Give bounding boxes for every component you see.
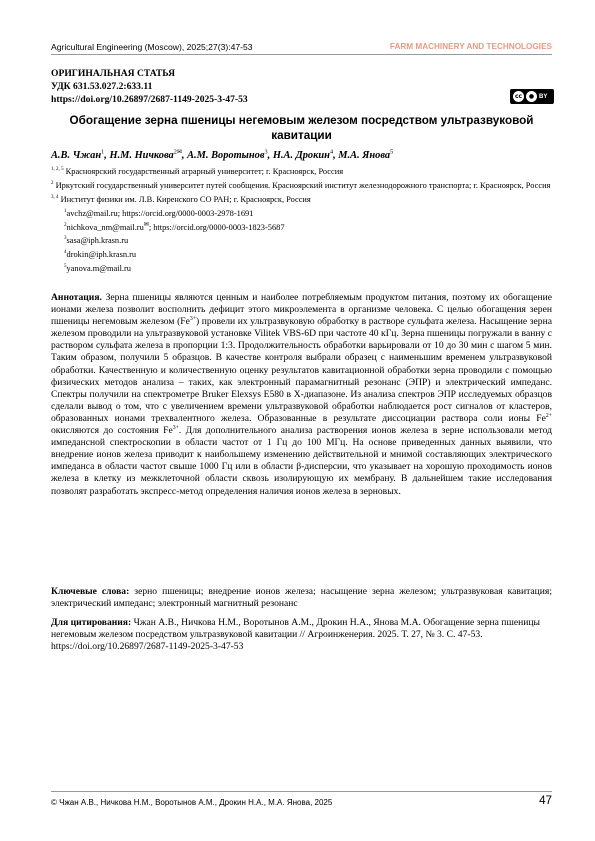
keywords-label: Ключевые слова: xyxy=(51,586,130,597)
author-name: М.А. Янова xyxy=(338,150,391,161)
affiliation: $^{1, 2, 5}$ Красноярский государственный аграрный университет; г. Красноярск, Россия xyxy=(51,167,344,176)
article-meta xyxy=(51,67,248,106)
affiliation: $^2$ Иркутский государственный университет путей сообщения. Красноярский институт железнодорожного транспорта; г. Красноярск, Россия xyxy=(51,180,551,190)
footer-rule xyxy=(51,791,552,792)
cc-by-label: BY xyxy=(539,93,548,100)
author-sup: 4 xyxy=(329,148,334,156)
affiliations xyxy=(51,166,552,277)
cc-by-icon[interactable] xyxy=(510,89,554,104)
doi-link[interactable]: https://doi.org/10.26897/2687-1149-2025-3-47-53 xyxy=(51,94,248,105)
section-header: FARM MACHINERY AND TECHNOLOGIES xyxy=(389,42,552,51)
page-number: 47 xyxy=(539,794,552,807)
abstract: Аннотация. Зерна пшеницы являются ценным и наиболее потребляемым продуктом питания, поэтому их обогащение ионами железа позволит восполнить дефицит этого микроэлемента в организме человека. С целью обогащения зерен пшеницы негемовым железом $(Fe^{3+})$ провели их ультразвуковую обработку в растворе сульфата железа. Насыщение зерна железом проводили на ультразвуковой установке Vilitek VBS-6D при частоте 40 кГц. Зерна пшеницы погружали в ванну с раствором сульфата железа в пропорции 1:3. Продолжительность обработки варьировали от 10 до 30 мин с шагом 5 мин. Таким образом, получили 5 образцов. В качестве контроля выбрали образец с наименьшим временем ультразвуковой обработки. Качественную и количественную оценку результатов кавитационной обработки зерна проводили с помощью физических методов анализа – таких, как электронный парамагнитный резонанс (ЭПР) и электрический импеданс. Спектры получили на спектрометре Bruker Elexsys E580 в X-диапазоне. Из анализа спектров ЭПР исследуемых образцов сделали вывод о том, что с увеличением времени ультразвуковой обработки наблюдается рост сигналов от кластеров, образованных ионами трехвалентного железа. Образованные в результате диссоциации раствора соли ионы $Fe^{2+}$ окисляются до состояния $Fe^{3+}$. Для дополнительного анализа растворения ионов железа в зерне использовали метод импедансной спектроскопии в области частот от 1 Гц до 100 МГц. На основе приведенных данных выявили, что внедрение ионов железа приводит к наибольшему изменению действительной и мнимой составляющих электрического импеданса в области частот свыше 1000 Гц или в области β-дисперсии, что указывает на хорошую проходимость ионов железа в клетку из межклеточной области сквозь изолирующую их мембрану. В дальнейшем такие исследования позволят разработать экспресс-метод определения наличия ионов железа в зерновых. xyxy=(51,292,552,497)
contact-line: $^5$yanova.m@mail.ru xyxy=(64,264,131,274)
udc-code: УДК 631.53.027.2:633.11 xyxy=(51,81,153,92)
author-list: А.В. Чжан$^1$, Н.М. Ничкова$^{2✉}$, А.М. Воротынов$^3$, Н.А. Дрокин$^4$, М.А. Янова$^5$ xyxy=(51,148,394,161)
author-sup: 1 xyxy=(101,148,105,156)
envelope-icon: ✉ xyxy=(143,220,149,228)
cc-circle-icon: cc xyxy=(514,93,523,100)
author-name: Н.А. Дрокин xyxy=(272,150,330,161)
contact-line: $^1$avchz@mail.ru; https://orcid.org/0000-0003-2978-1691 xyxy=(64,208,254,218)
envelope-icon: ✉ xyxy=(176,148,182,156)
contact-line: $^4$drokin@iph.krasn.ru xyxy=(64,250,137,260)
author-name: А.М. Воротынов xyxy=(187,150,265,161)
contact-email[interactable]: drokin@iph.krasn.ru xyxy=(66,250,137,260)
contact-link[interactable]: ; https://orcid.org/0000-0003-1823-5687 xyxy=(148,222,285,232)
author-name: Н.М. Ничкова xyxy=(109,150,174,161)
article-type: ОРИГИНАЛЬНАЯ СТАТЬЯ xyxy=(51,68,176,79)
author-sup: 5 xyxy=(390,148,394,156)
contact-email[interactable]: sasa@iph.krasn.ru xyxy=(66,236,129,246)
by-person-icon: ● xyxy=(526,91,537,102)
abstract-label: Аннотация. xyxy=(51,292,102,303)
contact-line: $^3$sasa@iph.krasn.ru xyxy=(64,236,129,246)
citation-label: Для цитирования: xyxy=(51,617,132,628)
journal-header: Agricultural Engineering (Moscow), 2025;27(3):47-53 xyxy=(51,42,253,52)
author-name: А.В. Чжан xyxy=(51,150,102,161)
contact-link[interactable]: avchz@mail.ru; https://orcid.org/0000-0003-2978-1691 xyxy=(66,208,254,218)
affiliation: $^{3, 4}$ Институт физики им. Л.В. Киренского СО РАН; г. Красноярск, Россия xyxy=(51,194,311,204)
author-sup: 2 xyxy=(173,148,177,156)
article-title: Обогащение зерна пшеницы негемовым железом посредством ультразвуковой кавитации xyxy=(69,114,534,142)
contact-line: $^2$nichkova_nm@mail.ru✉; https://orcid.org/0000-0003-1823-5687 xyxy=(64,220,285,232)
citation: Для цитирования: Чжан А.В., Ничкова Н.М., Воротынов А.М., Дрокин Н.А., Янова М.А. Обогащение зерна пшеницы негемовым железом посредством ультразвуковой кавитации // Агроинженерия. 2025. Т. 27, № 3. С. 47-53. https://doi.org/10.26897/2687-1149-2025-3-47-53 xyxy=(51,617,540,653)
contact-email[interactable]: yanova.m@mail.ru xyxy=(66,264,131,274)
copyright: © Чжан А.В., Ничкова Н.М., Воротынов А.М., Дрокин Н.А., М.А. Янова, 2025 xyxy=(51,798,333,807)
header-rule xyxy=(51,54,552,55)
author-sup: 3 xyxy=(264,148,268,156)
keywords: Ключевые слова: зерно пшеницы; внедрение ионов железа; насыщение зерна железом; ультразвуковая кавитация; электрический импеданс; электронный магнитный резонанс xyxy=(51,586,552,610)
contact-email[interactable]: nichkova_nm@mail.ru xyxy=(66,222,144,232)
